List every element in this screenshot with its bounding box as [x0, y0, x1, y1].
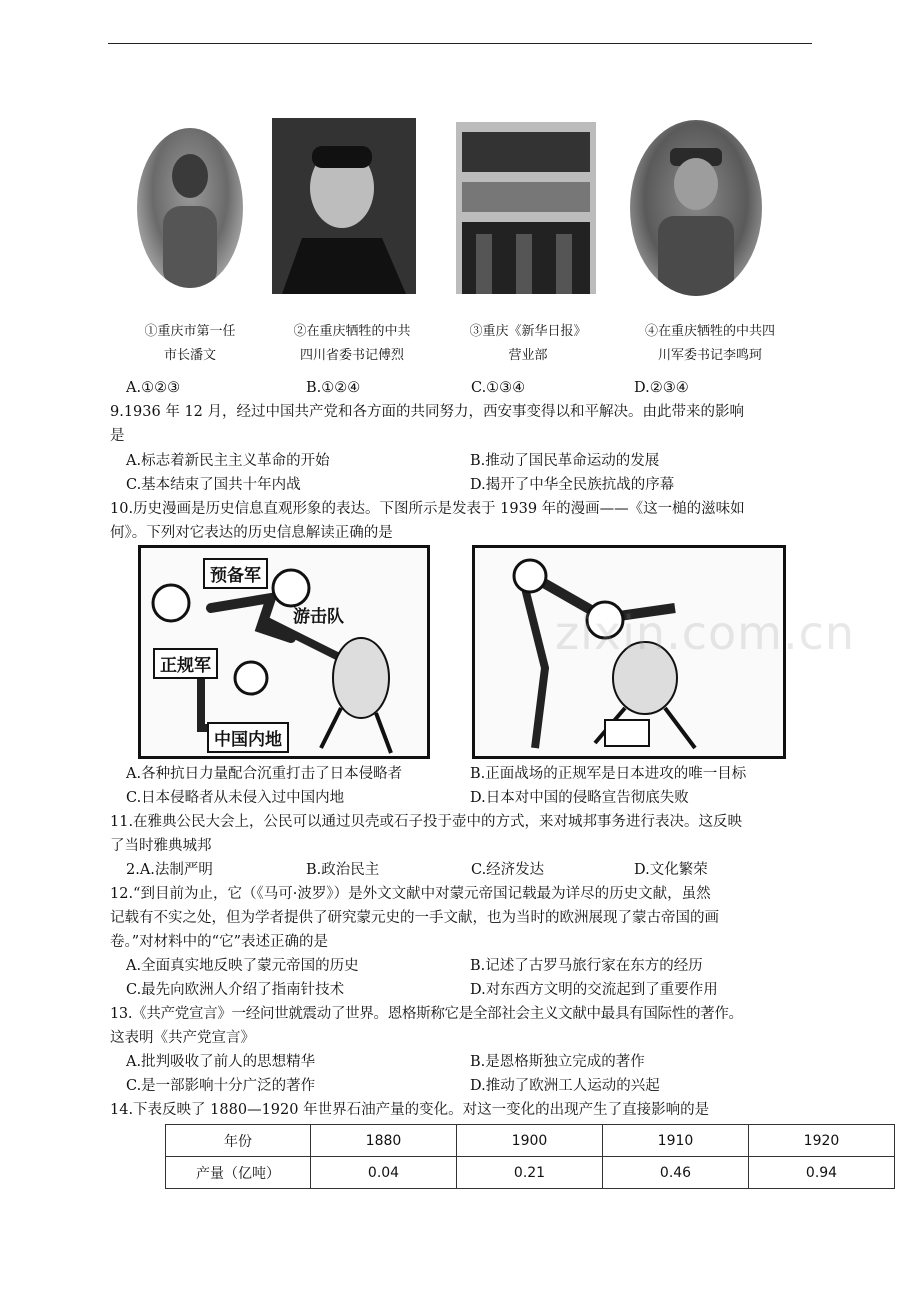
table-cell: 0.46: [603, 1157, 749, 1189]
option-a[interactable]: A.标志着新民主主义革命的开始: [126, 453, 330, 469]
table-cell: 1920: [749, 1125, 895, 1157]
row-header-output: 产量（亿吨）: [166, 1157, 311, 1189]
table-cell: 1880: [311, 1125, 457, 1157]
option-b[interactable]: B.①②④: [306, 380, 361, 396]
option-c[interactable]: C.①③④: [471, 380, 526, 396]
photo-caption: [272, 320, 432, 368]
question-stem: 11.在雅典公民大会上，公民可以通过贝壳或石子投于壶中的方式，来对城邦事务进行表决。这反映: [110, 814, 743, 830]
option-a[interactable]: A.全面真实地反映了蒙元帝国的历史: [126, 958, 359, 974]
caption-line: ②在重庆牺牲的中共: [293, 324, 411, 339]
cartoon-panel-left: [138, 545, 430, 759]
table-cell: 1910: [603, 1125, 749, 1157]
cartoon-label-reserve: 预备军: [203, 558, 268, 589]
question-stem: 是: [110, 428, 125, 444]
caption-line: ③重庆《新华日报》: [469, 324, 587, 339]
photo-xinhua-office: [456, 122, 596, 294]
option-a[interactable]: A.①②③: [126, 380, 181, 396]
option-d[interactable]: D.对东西方文明的交流起到了重要作用: [470, 982, 718, 998]
question-stem: 了当时雅典城邦: [110, 838, 212, 854]
photo-caption: [448, 320, 608, 368]
table-cell: 0.94: [749, 1157, 895, 1189]
portrait-figure-icon: [137, 128, 243, 288]
table-cell: 0.21: [457, 1157, 603, 1189]
question-stem: 卷。”对材料中的“它”表述正确的是: [110, 934, 328, 950]
option-b[interactable]: B.记述了古罗马旅行家在东方的经历: [470, 958, 703, 974]
table-row: [166, 1125, 895, 1157]
building-icon: [456, 122, 596, 294]
photo-pan-wen: [137, 128, 243, 288]
option-c[interactable]: C.经济发达: [471, 862, 545, 878]
watermark: zixin.com.cn: [555, 606, 856, 660]
option-d[interactable]: D.揭开了中华全民族抗战的序幕: [470, 477, 675, 493]
question-stem: 9.1936 年 12 月，经过中国共产党和各方面的共同努力，西安事变得以和平解决。由此带来的影响: [110, 404, 745, 420]
option-b[interactable]: B.推动了国民革命运动的发展: [470, 453, 660, 469]
option-a[interactable]: A.各种抗日力量配合沉重打击了日本侵略者: [126, 766, 403, 782]
photo-caption: [625, 320, 795, 368]
portrait-figure-icon: [630, 120, 762, 296]
caption-line: 四川省委书记傅烈: [299, 348, 404, 363]
question-stem: 记载有不实之处，但为学者提供了研究蒙元史的一手文献，也为当时的欧洲展现了蒙古帝国的画: [110, 910, 719, 926]
table-row: [166, 1157, 895, 1189]
caption-line: ①重庆市第一任: [144, 324, 236, 339]
caption-line: 川军委书记李鸣珂: [657, 348, 762, 363]
option-c[interactable]: C.基本结束了国共十年内战: [126, 477, 301, 493]
cartoon-label-regular: 正规军: [153, 648, 218, 679]
caption-line: ④在重庆牺牲的中共四: [644, 324, 775, 339]
cartoon-label-guerrilla: 游击队: [293, 607, 344, 627]
option-d[interactable]: D.推动了欧洲工人运动的兴起: [470, 1078, 660, 1094]
question-stem: 13.《共产党宣言》一经问世就震动了世界。恩格斯称它是全部社会主义文献中最具有国际性的著作。: [110, 1006, 743, 1022]
option-c[interactable]: C.是一部影响十分广泛的著作: [126, 1078, 316, 1094]
table-cell: 0.04: [311, 1157, 457, 1189]
option-b[interactable]: B.是恩格斯独立完成的著作: [470, 1054, 645, 1070]
question-stem: 这表明《共产党宣言》: [110, 1030, 255, 1046]
oil-output-table: [165, 1124, 895, 1189]
option-a[interactable]: 2.A.法制严明: [126, 862, 213, 878]
caption-line: 营业部: [508, 348, 548, 363]
option-d[interactable]: D.日本对中国的侵略宣告彻底失败: [470, 790, 689, 806]
photo-caption: [120, 320, 260, 368]
option-c[interactable]: C.日本侵略者从未侵入过中国内地: [126, 790, 345, 806]
cartoon-label-inland: 中国内地: [207, 722, 289, 753]
caption-line: 市长潘文: [163, 348, 216, 363]
row-header-year: 年份: [166, 1125, 311, 1157]
header-rule: [108, 43, 812, 44]
table-cell: 1900: [457, 1125, 603, 1157]
option-d[interactable]: D.文化繁荣: [634, 862, 708, 878]
option-b[interactable]: B.正面战场的正规军是日本进攻的唯一目标: [470, 766, 747, 782]
question-stem: 10.历史漫画是历史信息直观形象的表达。下图所示是发表于 1939 年的漫画——《这一槌的滋味如: [110, 501, 745, 517]
option-a[interactable]: A.批判吸收了前人的思想精华: [126, 1054, 316, 1070]
question-stem: 12.“到目前为止，它（《马可·波罗》）是外文文献中对蒙元帝国记载最为详尽的历史文献，虽然: [110, 886, 711, 902]
option-b[interactable]: B.政治民主: [306, 862, 380, 878]
question-stem: 14.下表反映了 1880—1920 年世界石油产量的变化。对这一变化的出现产生了直接影响的是: [110, 1102, 710, 1118]
portrait-figure-icon: [272, 118, 416, 294]
option-d[interactable]: D.②③④: [634, 380, 689, 396]
option-c[interactable]: C.最先向欧洲人介绍了指南针技术: [126, 982, 345, 998]
photo-fu-lie: [272, 118, 416, 294]
photo-li-mingke: [630, 120, 762, 296]
question-stem: 何》。下列对它表达的历史信息解读正确的是: [110, 525, 393, 541]
